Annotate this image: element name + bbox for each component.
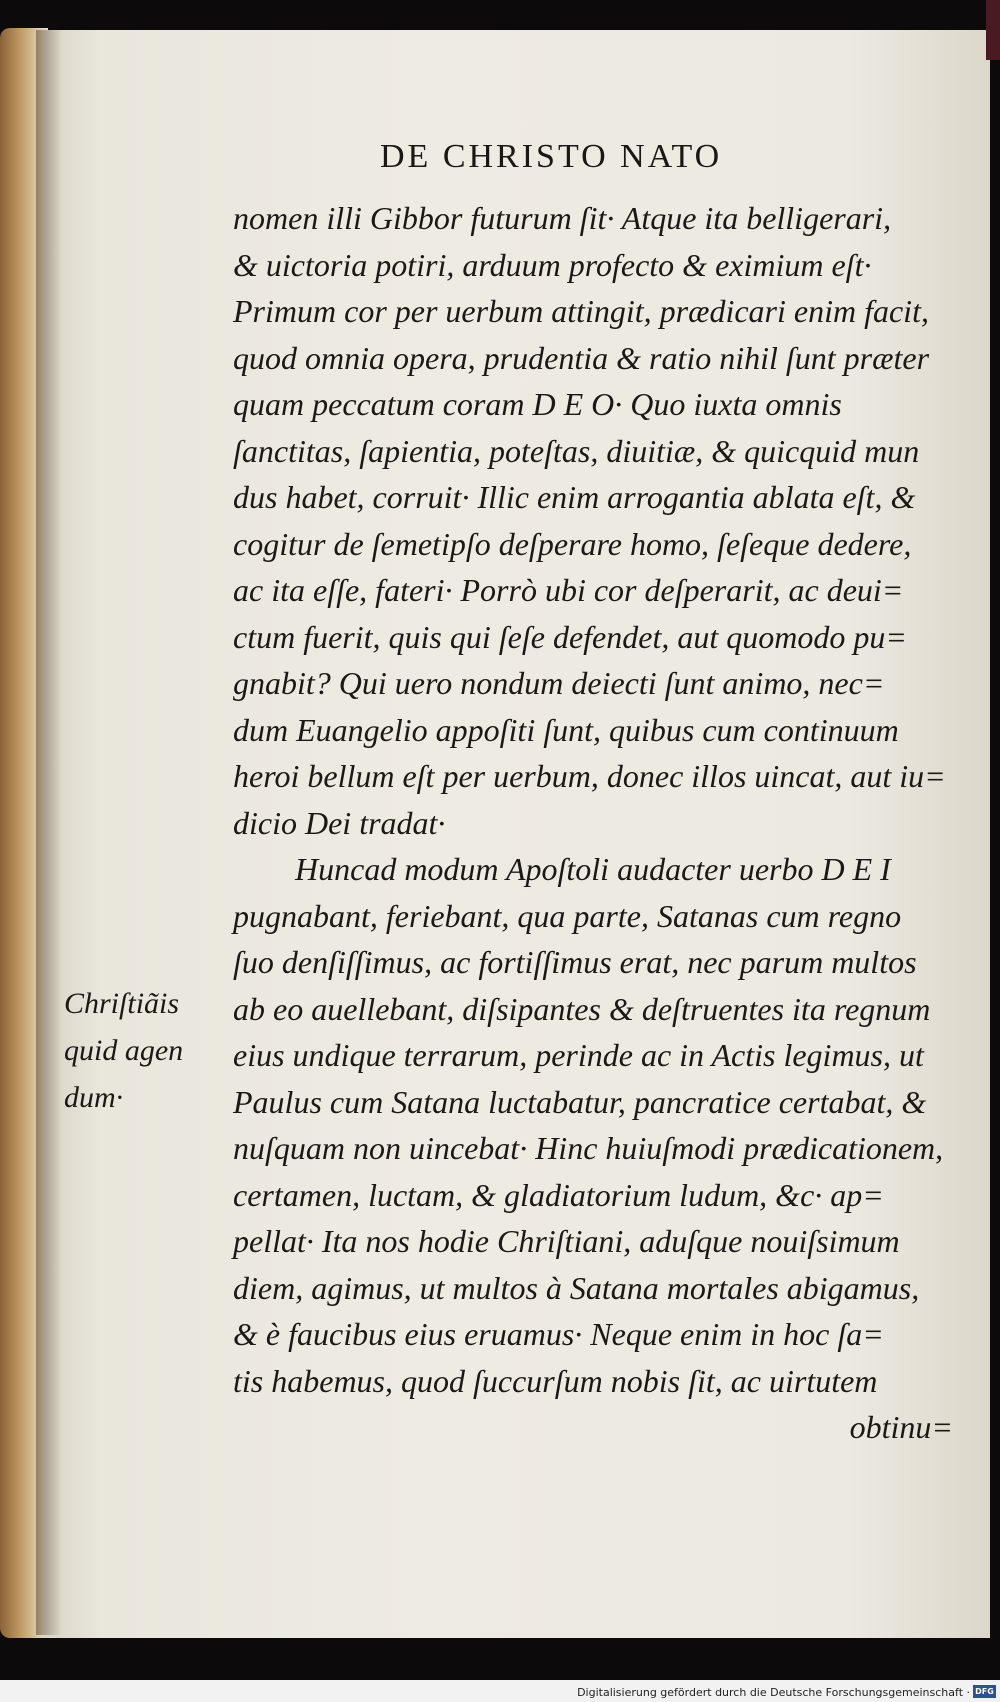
- text-line: pugnabant, feriebant, qua parte, Satanas cum regno: [233, 897, 902, 934]
- text-line: ctum fuerit, quis qui ſeſe defendet, aut quomodo pu=: [233, 618, 907, 655]
- text-line: Primum cor per uerbum attingit, prædicari enim facit,: [233, 293, 929, 329]
- text-line: cogitur de ſemetipſo deſperare homo, ſeſeque dedere,: [233, 525, 912, 562]
- text-line: diem, agimus, ut multos à Satana mortales abigamus,: [233, 1269, 920, 1306]
- text-line: quam peccatum coram D E O· Quo iuxta omnis: [233, 386, 842, 422]
- margin-note-line: quid agen: [64, 1034, 184, 1067]
- dfg-logo: DFG: [973, 1685, 996, 1698]
- text-line: dus habet, corruit· Illic enim arrogantia ablata eſt, &: [233, 479, 916, 515]
- text-line: ac ita eſſe, fateri· Porrò ubi cor deſperarit, ac deui=: [233, 572, 904, 608]
- text-line: pellat· Ita nos hodie Chriſtiani, aduſque nouiſsimum: [233, 1223, 900, 1259]
- text-line: certamen, luctam, & gladiatorium ludum, &c· ap=: [233, 1176, 884, 1213]
- text-line: nuſquam non uincebat· Hinc huiuſmodi prædicationem,: [233, 1130, 944, 1166]
- text-line: dum Euangelio appoſiti ſunt, quibus cum continuum: [233, 711, 899, 748]
- text-line: Paulus cum Satana luctabatur, pancratice certabat, &: [233, 1083, 927, 1120]
- spine-shadow: [36, 30, 62, 1635]
- paragraph-start-line: Huncad modum Apoſtoli audacter uerbo D E I: [295, 851, 891, 887]
- text-line: eius undique terrarum, perinde ac in Actis legimus, ut: [233, 1037, 924, 1073]
- text-line: nomen illi Gibbor futurum ſit· Atque ita belligerari,: [233, 200, 892, 236]
- margin-note-line: Chriſtiãis: [64, 987, 180, 1020]
- footer-bar: [0, 1680, 1000, 1702]
- body-text: [233, 195, 953, 1451]
- text-line: ſanctitas, ſapientia, poteſtas, diuitiæ, & quicquid mun: [233, 432, 920, 469]
- margin-note: [64, 980, 224, 1121]
- catchword: obtinu=: [849, 1409, 953, 1445]
- text-line: tis habemus, quod ſuccurſum nobis ſit, ac uirtutem: [233, 1362, 878, 1399]
- funding-credit: Digitalisierung gefördert durch die Deutsche Forschungsgemeinschaft ·: [577, 1686, 970, 1699]
- text-line: dicio Dei tradat·: [233, 804, 446, 841]
- running-head: DE CHRISTO NATO: [380, 138, 723, 175]
- text-line: gnabit? Qui uero nondum deiecti ſunt animo, nec=: [233, 665, 885, 701]
- cover-edge: [986, 0, 1000, 60]
- text-line: heroi bellum eſt per uerbum, donec illos uincat, aut iu=: [233, 758, 946, 794]
- text-line: ab eo auellebant, diſsipantes & deſtruentes ita regnum: [233, 990, 931, 1027]
- text-line: ſuo denſiſſimus, ac fortiſſimus erat, nec parum multos: [233, 944, 917, 980]
- text-line: quod omnia opera, prudentia & ratio nihil ſunt præter: [233, 339, 930, 376]
- text-line: & è faucibus eius eruamus· Neque enim in hoc ſa=: [233, 1316, 884, 1352]
- text-line: & uictoria potiri, arduum profecto & eximium eſt·: [233, 246, 872, 283]
- margin-note-line: dum·: [64, 1081, 124, 1114]
